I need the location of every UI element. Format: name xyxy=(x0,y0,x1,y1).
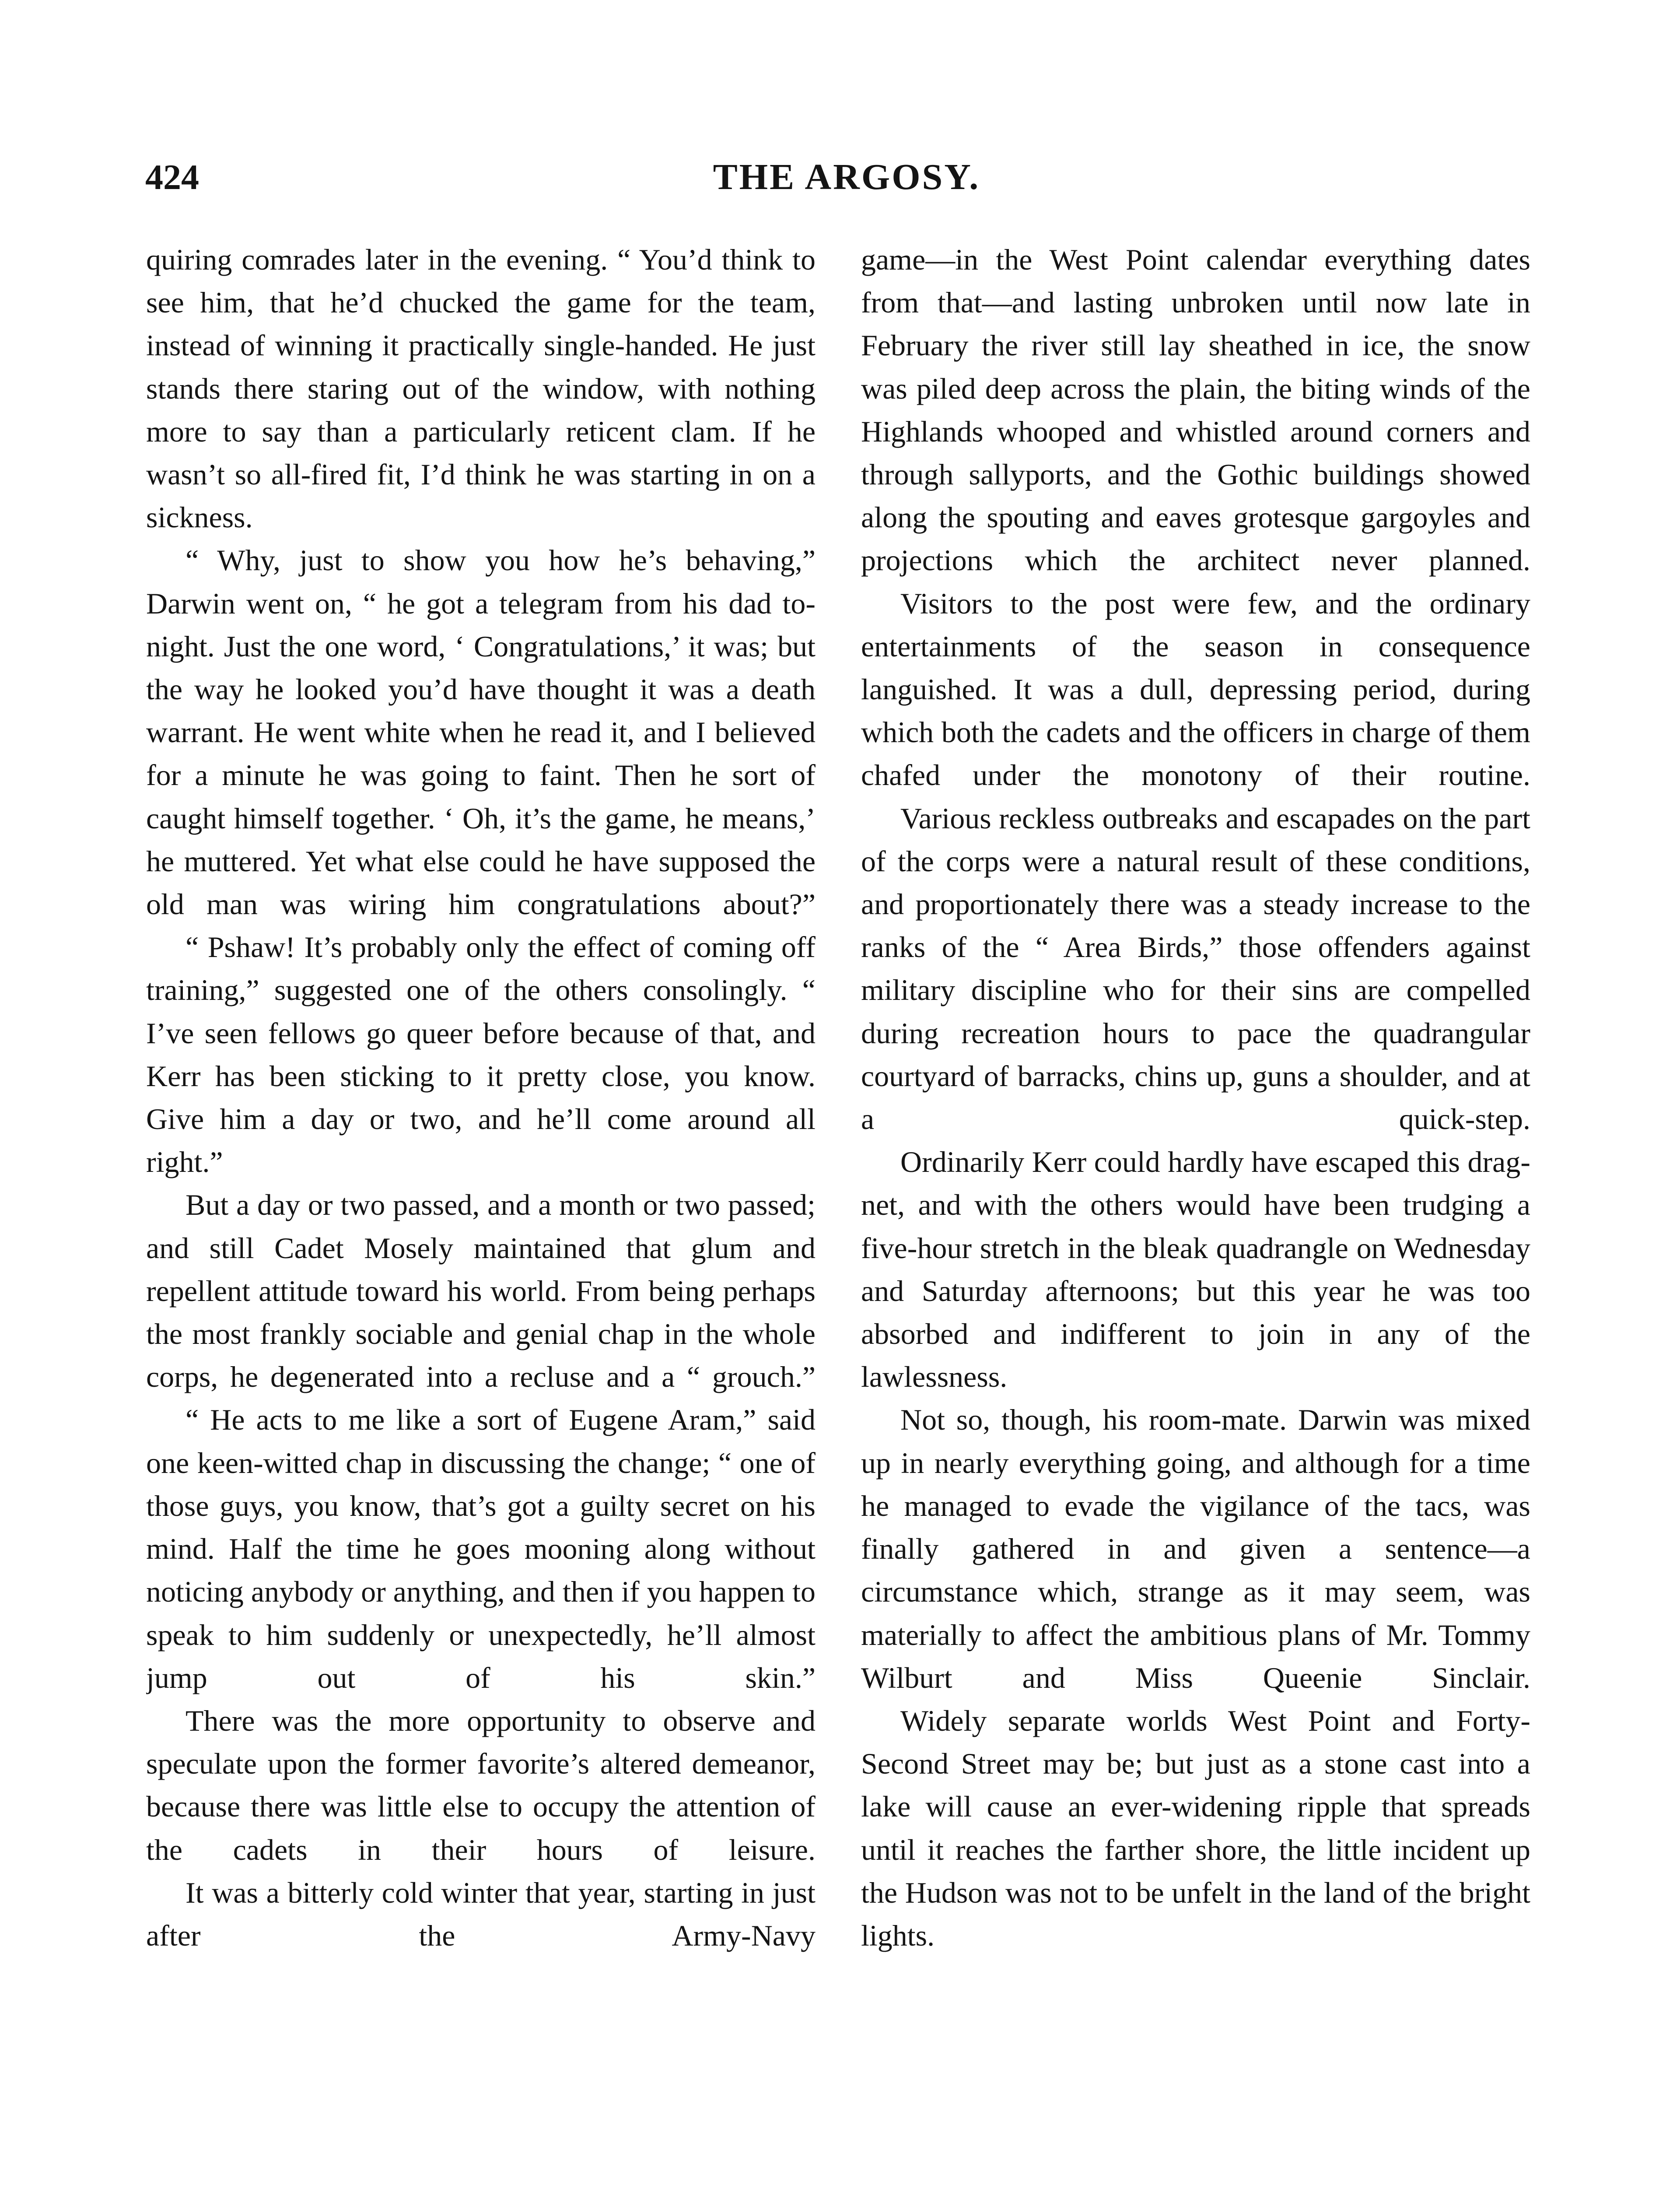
paragraph: Widely separate worlds West Point and Forty-Second Street may be; but just as a stone cast into a lake will cause an ever-widening ripple that spreads until it reaches the farther shore, the little incident up the Hudson was not to be unfelt in the land of the bright lights. xyxy=(861,1704,1530,1952)
paragraph: Various reckless outbreaks and escapades on the part of the corps were a natural result of these conditions, and proportionately there was a steady increase to the ranks of the “ Area Birds,” those offenders against military discipline who for their sins are compelled during recreation hours to pace the quadrangular courtyard of barracks, chins up, guns a shoulder, and at a quick-step. xyxy=(861,801,1530,1136)
paragraph: game—in the West Point calendar everything dates from that—and lasting unbroken until now late in February the river still lay sheathed in ice, the snow was piled deep across the plain, the biting winds of the Highlands whooped and whistled around corners and through sallyports, and the Gothic buildings showed along the spouting and eaves grotesque gargoyles and projections which the architect never planned. xyxy=(861,243,1530,577)
paragraph: But a day or two passed, and a month or two passed; and still Cadet Mosely maintained that glum and repellent attitude toward his world. From being perhaps the most frankly sociable and genial chap in the whole corps, he degenerated into a recluse and a “ grouch.” xyxy=(146,1188,816,1394)
paragraph: quiring comrades later in the evening. “ You’d think to see him, that he’d chucked the game for the team, instead of winning it practically single-handed. He just stands there staring out of the window, with nothing more to say than a particularly reticent clam. If he wasn’t so all-fired fit, I’d think he was starting in on a sickness. xyxy=(146,243,816,534)
paragraph: “ He acts to me like a sort of Eugene Aram,” said one keen-witted chap in discussing the change; “ one of those guys, you know, that’s got a guilty secret on his mind. Half the time he goes mooning along without noticing anybody or anything, and then if you happen to speak to him suddenly or unexpectedly, he’ll almost jump out of his skin.” xyxy=(146,1403,816,1694)
left-column xyxy=(146,238,816,2188)
paragraph: Not so, though, his room-mate. Darwin was mixed up in nearly everything going, and although for a time he managed to evade the vigilance of the tacs, was finally gathered in and given a sentence—a circumstance which, strange as it may seem, was materially to affect the ambitious plans of Mr. Tommy Wilburt and Miss Queenie Sinclair. xyxy=(861,1403,1530,1694)
paragraph: Ordinarily Kerr could hardly have escaped this drag-net, and with the others would have been trudging a five-hour stretch in the bleak quadrangle on Wednesday and Saturday afternoons; but this year he was too absorbed and indifferent to join in any of the lawlessness. xyxy=(861,1145,1530,1394)
page-number: 424 xyxy=(145,157,199,197)
paragraph: It was a bitterly cold winter that year, starting in just after the Army-Navy xyxy=(146,1876,816,1952)
running-head: THE ARGOSY. xyxy=(713,157,980,197)
paragraph: Visitors to the post were few, and the ordinary entertainments of the season in consequence languished. It was a dull, depressing period, during which both the cadets and the officers in charge of them chafed under the monotony of their routine. xyxy=(861,586,1530,792)
paragraph: “ Pshaw! It’s probably only the effect of coming off training,” suggested one of the others consolingly. “ I’ve seen fellows go queer before because of that, and Kerr has been sticking to it pretty close, you know. Give him a day or two, and he’ll come around all right.” xyxy=(146,930,816,1179)
paragraph: “ Why, just to show you how he’s behaving,” Darwin went on, “ he got a telegram from his dad to-night. Just the one word, ‘ Congratulations,’ it was; but the way he looked you’d have thought it was a death warrant. He went white when he read it, and I believed for a minute he was going to faint. Then he sort of caught himself together. ‘ Oh, it’s the game, he means,’ he muttered. Yet what else could he have supposed the old man was wiring him congratulations about?” xyxy=(146,543,816,921)
page-header xyxy=(145,153,1548,201)
paragraph: There was the more opportunity to observe and speculate upon the former favorite’s altered demeanor, because there was little else to occupy the attention of the cadets in their hours of leisure. xyxy=(146,1704,816,1866)
right-column xyxy=(861,238,1530,2188)
